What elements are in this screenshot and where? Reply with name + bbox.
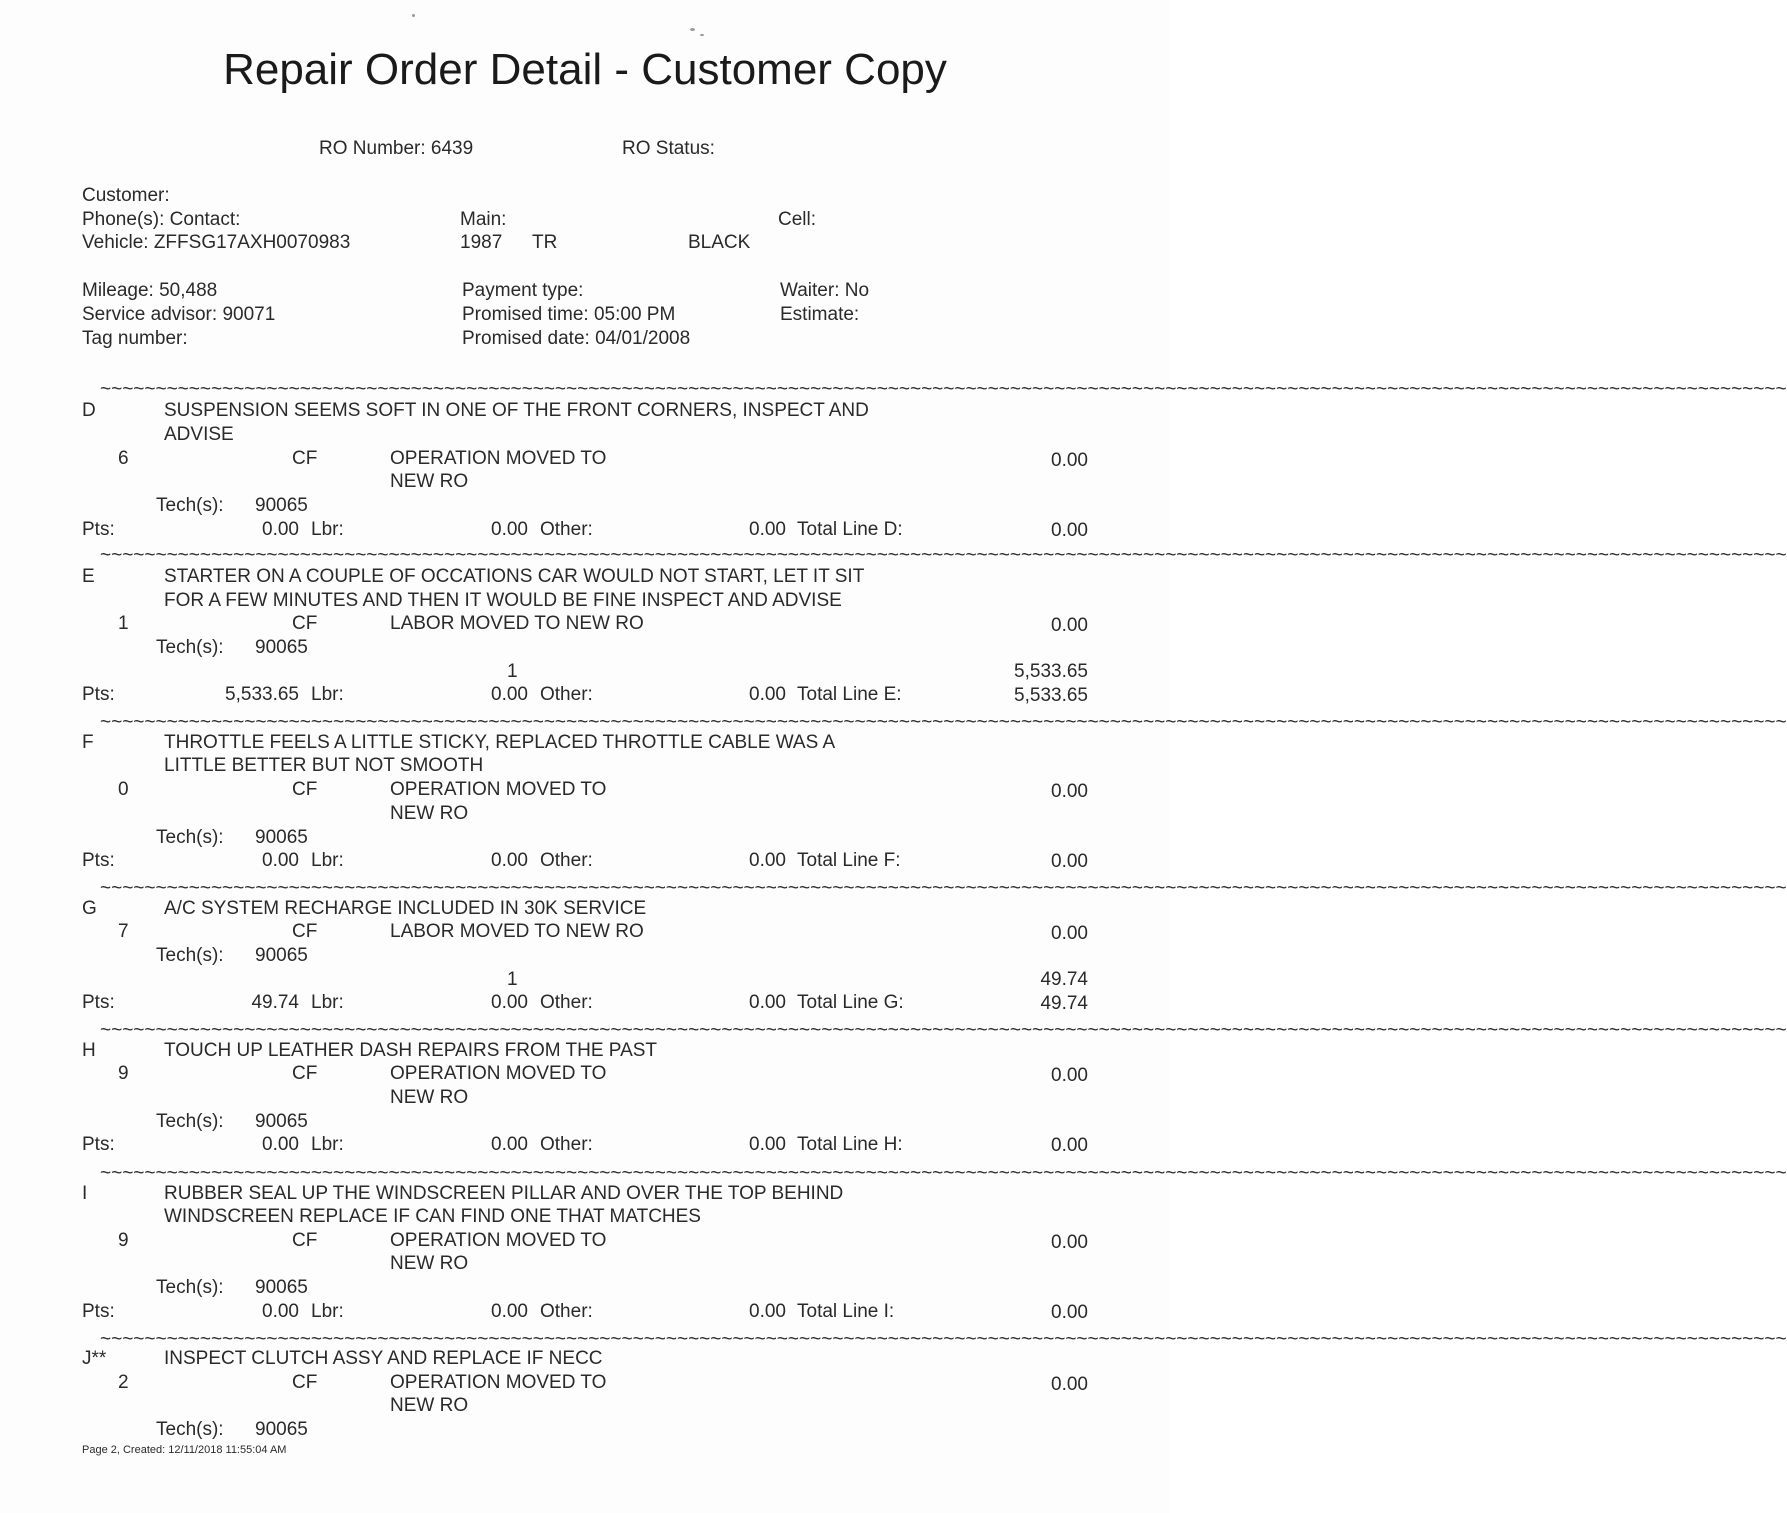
lbr-label: Lbr: xyxy=(311,992,344,1013)
line-description: WINDSCREEN REPLACE IF CAN FIND ONE THAT MATCHES xyxy=(164,1206,701,1227)
techs-label: Tech(s): xyxy=(156,1419,224,1440)
lbr-label: Lbr: xyxy=(311,519,344,540)
operation-text: OPERATION MOVED TO xyxy=(390,779,607,800)
operation-amount: 0.00 xyxy=(1051,615,1088,636)
operation-text: NEW RO xyxy=(390,1087,469,1108)
other-amount: 0.00 xyxy=(749,1134,786,1155)
tech-id: 90065 xyxy=(255,945,308,966)
total-line-amount: 49.74 xyxy=(1040,993,1088,1014)
operation-code: CF xyxy=(292,448,318,469)
operation-amount: 0.00 xyxy=(1051,1232,1088,1253)
vehicle-color: BLACK xyxy=(688,232,751,253)
total-line-label: Total Line H: xyxy=(797,1134,903,1155)
operation-number: 9 xyxy=(118,1063,129,1084)
tech-id: 90065 xyxy=(255,495,308,516)
operation-amount: 0.00 xyxy=(1051,1374,1088,1395)
operation-amount: 0.00 xyxy=(1051,450,1088,471)
line-description: SUSPENSION SEEMS SOFT IN ONE OF THE FRONT CORNERS, INSPECT AND xyxy=(164,400,869,421)
line-description: ADVISE xyxy=(164,424,234,445)
lbr-amount: 0.00 xyxy=(491,1134,528,1155)
phones-label: Phone(s): Contact: xyxy=(82,209,241,230)
line-letter: E xyxy=(82,566,95,587)
scan-speck xyxy=(700,34,704,36)
other-label: Other: xyxy=(540,1301,593,1322)
other-amount: 0.00 xyxy=(749,519,786,540)
operation-number: 9 xyxy=(118,1230,129,1251)
pts-label: Pts: xyxy=(82,992,115,1013)
separator-line: ~~~~~~~~~~~~~~~~~~~~~~~~~~~~~~~~~~~~~~~~~~~~~~~~~~~~~~~~~~~~~~~~~~~~~~~~~~~~~~~~~~~~~~~~~~~~~~~~~~~~~~~~~~~~~~~~~~~~~~~~~~~~~~~~~~~~~~~~~~~~~~~~~~~~~~~~ xyxy=(100,1163,1787,1184)
payment-type: Payment type: xyxy=(462,280,584,301)
pts-amount: 0.00 xyxy=(262,1134,299,1155)
other-amount: 0.00 xyxy=(749,1301,786,1322)
operation-code: CF xyxy=(292,613,318,634)
operation-text: OPERATION MOVED TO xyxy=(390,1230,607,1251)
total-line-label: Total Line E: xyxy=(797,684,902,705)
lbr-label: Lbr: xyxy=(311,1301,344,1322)
line-description: THROTTLE FEELS A LITTLE STICKY, REPLACED THROTTLE CABLE WAS A xyxy=(164,732,836,753)
tech-id: 90065 xyxy=(255,637,308,658)
operation-text: NEW RO xyxy=(390,471,469,492)
line-description: TOUCH UP LEATHER DASH REPAIRS FROM THE PAST xyxy=(164,1040,658,1061)
part-amount: 49.74 xyxy=(1040,969,1088,990)
pts-label: Pts: xyxy=(82,1134,115,1155)
separator-line: ~~~~~~~~~~~~~~~~~~~~~~~~~~~~~~~~~~~~~~~~~~~~~~~~~~~~~~~~~~~~~~~~~~~~~~~~~~~~~~~~~~~~~~~~~~~~~~~~~~~~~~~~~~~~~~~~~~~~~~~~~~~~~~~~~~~~~~~~~~~~~~~~~~~~~~~~ xyxy=(100,379,1787,400)
operation-number: 2 xyxy=(118,1372,129,1393)
cell-phone-label: Cell: xyxy=(778,209,817,230)
other-label: Other: xyxy=(540,1134,593,1155)
other-amount: 0.00 xyxy=(749,992,786,1013)
pts-amount: 5,533.65 xyxy=(225,684,299,705)
total-line-amount: 0.00 xyxy=(1051,851,1088,872)
operation-code: CF xyxy=(292,779,318,800)
operation-number: 0 xyxy=(118,779,129,800)
lbr-label: Lbr: xyxy=(311,684,344,705)
total-line-amount: 5,533.65 xyxy=(1014,685,1088,706)
pts-label: Pts: xyxy=(82,1301,115,1322)
tech-id: 90065 xyxy=(255,827,308,848)
customer-label: Customer: xyxy=(82,185,170,206)
techs-label: Tech(s): xyxy=(156,1111,224,1132)
pts-label: Pts: xyxy=(82,850,115,871)
pts-amount: 49.74 xyxy=(251,992,299,1013)
operation-number: 1 xyxy=(118,613,129,634)
promised-date: Promised date: 04/01/2008 xyxy=(462,328,691,349)
other-label: Other: xyxy=(540,850,593,871)
lbr-label: Lbr: xyxy=(311,850,344,871)
promised-time: Promised time: 05:00 PM xyxy=(462,304,676,325)
ro-number: RO Number: 6439 xyxy=(319,138,474,159)
operation-text: LABOR MOVED TO NEW RO xyxy=(390,921,644,942)
pts-amount: 0.00 xyxy=(262,850,299,871)
pts-amount: 0.00 xyxy=(262,519,299,540)
pts-label: Pts: xyxy=(82,684,115,705)
pts-amount: 0.00 xyxy=(262,1301,299,1322)
page-footer: Page 2, Created: 12/11/2018 11:55:04 AM xyxy=(82,1444,287,1456)
techs-label: Tech(s): xyxy=(156,1277,224,1298)
operation-code: CF xyxy=(292,1230,318,1251)
operation-code: CF xyxy=(292,1063,318,1084)
part-amount: 5,533.65 xyxy=(1014,661,1088,682)
part-quantity: 1 xyxy=(507,969,518,990)
vehicle-vin: Vehicle: ZFFSG17AXH0070983 xyxy=(82,232,351,253)
lbr-amount: 0.00 xyxy=(491,684,528,705)
scan-speck xyxy=(412,14,415,17)
tech-id: 90065 xyxy=(255,1419,308,1440)
line-description: A/C SYSTEM RECHARGE INCLUDED IN 30K SERVICE xyxy=(164,898,647,919)
separator-line: ~~~~~~~~~~~~~~~~~~~~~~~~~~~~~~~~~~~~~~~~~~~~~~~~~~~~~~~~~~~~~~~~~~~~~~~~~~~~~~~~~~~~~~~~~~~~~~~~~~~~~~~~~~~~~~~~~~~~~~~~~~~~~~~~~~~~~~~~~~~~~~~~~~~~~~~~ xyxy=(100,1020,1787,1041)
techs-label: Tech(s): xyxy=(156,945,224,966)
line-letter: J** xyxy=(82,1348,107,1369)
lbr-amount: 0.00 xyxy=(491,850,528,871)
techs-label: Tech(s): xyxy=(156,827,224,848)
lbr-amount: 0.00 xyxy=(491,992,528,1013)
operation-text: NEW RO xyxy=(390,1253,469,1274)
total-line-amount: 0.00 xyxy=(1051,1135,1088,1156)
line-description: RUBBER SEAL UP THE WINDSCREEN PILLAR AND OVER THE TOP BEHIND xyxy=(164,1183,844,1204)
total-line-label: Total Line D: xyxy=(797,519,903,540)
waiter: Waiter: No xyxy=(780,280,870,301)
lbr-label: Lbr: xyxy=(311,1134,344,1155)
part-quantity: 1 xyxy=(507,661,518,682)
line-letter: I xyxy=(82,1183,88,1204)
operation-text: NEW RO xyxy=(390,803,469,824)
line-description: LITTLE BETTER BUT NOT SMOOTH xyxy=(164,755,484,776)
operation-text: OPERATION MOVED TO xyxy=(390,448,607,469)
other-label: Other: xyxy=(540,992,593,1013)
tech-id: 90065 xyxy=(255,1111,308,1132)
other-amount: 0.00 xyxy=(749,684,786,705)
operation-amount: 0.00 xyxy=(1051,923,1088,944)
other-label: Other: xyxy=(540,684,593,705)
other-label: Other: xyxy=(540,519,593,540)
mileage: Mileage: 50,488 xyxy=(82,280,218,301)
operation-code: CF xyxy=(292,921,318,942)
lbr-amount: 0.00 xyxy=(491,519,528,540)
total-line-label: Total Line F: xyxy=(797,850,901,871)
operation-text: LABOR MOVED TO NEW RO xyxy=(390,613,644,634)
separator-line: ~~~~~~~~~~~~~~~~~~~~~~~~~~~~~~~~~~~~~~~~~~~~~~~~~~~~~~~~~~~~~~~~~~~~~~~~~~~~~~~~~~~~~~~~~~~~~~~~~~~~~~~~~~~~~~~~~~~~~~~~~~~~~~~~~~~~~~~~~~~~~~~~~~~~~~~~ xyxy=(100,1329,1787,1350)
separator-line: ~~~~~~~~~~~~~~~~~~~~~~~~~~~~~~~~~~~~~~~~~~~~~~~~~~~~~~~~~~~~~~~~~~~~~~~~~~~~~~~~~~~~~~~~~~~~~~~~~~~~~~~~~~~~~~~~~~~~~~~~~~~~~~~~~~~~~~~~~~~~~~~~~~~~~~~~ xyxy=(100,878,1787,899)
operation-amount: 0.00 xyxy=(1051,1065,1088,1086)
separator-line: ~~~~~~~~~~~~~~~~~~~~~~~~~~~~~~~~~~~~~~~~~~~~~~~~~~~~~~~~~~~~~~~~~~~~~~~~~~~~~~~~~~~~~~~~~~~~~~~~~~~~~~~~~~~~~~~~~~~~~~~~~~~~~~~~~~~~~~~~~~~~~~~~~~~~~~~~ xyxy=(100,712,1787,733)
ro-status: RO Status: xyxy=(622,138,715,159)
other-amount: 0.00 xyxy=(749,850,786,871)
total-line-amount: 0.00 xyxy=(1051,520,1088,541)
line-letter: F xyxy=(82,732,94,753)
scan-speck xyxy=(690,28,695,31)
line-description: INSPECT CLUTCH ASSY AND REPLACE IF NECC xyxy=(164,1348,603,1369)
operation-amount: 0.00 xyxy=(1051,781,1088,802)
lbr-amount: 0.00 xyxy=(491,1301,528,1322)
vehicle-model: TR xyxy=(532,232,558,253)
total-line-amount: 0.00 xyxy=(1051,1302,1088,1323)
pts-label: Pts: xyxy=(82,519,115,540)
line-description: STARTER ON A COUPLE OF OCCATIONS CAR WOULD NOT START, LET IT SIT xyxy=(164,566,865,587)
service-advisor: Service advisor: 90071 xyxy=(82,304,276,325)
main-phone-label: Main: xyxy=(460,209,507,230)
tech-id: 90065 xyxy=(255,1277,308,1298)
line-description: FOR A FEW MINUTES AND THEN IT WOULD BE FINE INSPECT AND ADVISE xyxy=(164,590,842,611)
total-line-label: Total Line G: xyxy=(797,992,904,1013)
operation-text: OPERATION MOVED TO xyxy=(390,1063,607,1084)
techs-label: Tech(s): xyxy=(156,495,224,516)
tag-number: Tag number: xyxy=(82,328,188,349)
operation-text: OPERATION MOVED TO xyxy=(390,1372,607,1393)
operation-code: CF xyxy=(292,1372,318,1393)
line-letter: G xyxy=(82,898,97,919)
line-letter: D xyxy=(82,400,96,421)
page-title: Repair Order Detail - Customer Copy xyxy=(223,45,947,94)
line-letter: H xyxy=(82,1040,96,1061)
estimate: Estimate: xyxy=(780,304,860,325)
vehicle-year: 1987 xyxy=(460,232,503,253)
techs-label: Tech(s): xyxy=(156,637,224,658)
operation-number: 7 xyxy=(118,921,129,942)
total-line-label: Total Line I: xyxy=(797,1301,895,1322)
operation-text: NEW RO xyxy=(390,1395,469,1416)
operation-number: 6 xyxy=(118,448,129,469)
separator-line: ~~~~~~~~~~~~~~~~~~~~~~~~~~~~~~~~~~~~~~~~~~~~~~~~~~~~~~~~~~~~~~~~~~~~~~~~~~~~~~~~~~~~~~~~~~~~~~~~~~~~~~~~~~~~~~~~~~~~~~~~~~~~~~~~~~~~~~~~~~~~~~~~~~~~~~~~ xyxy=(100,545,1787,566)
